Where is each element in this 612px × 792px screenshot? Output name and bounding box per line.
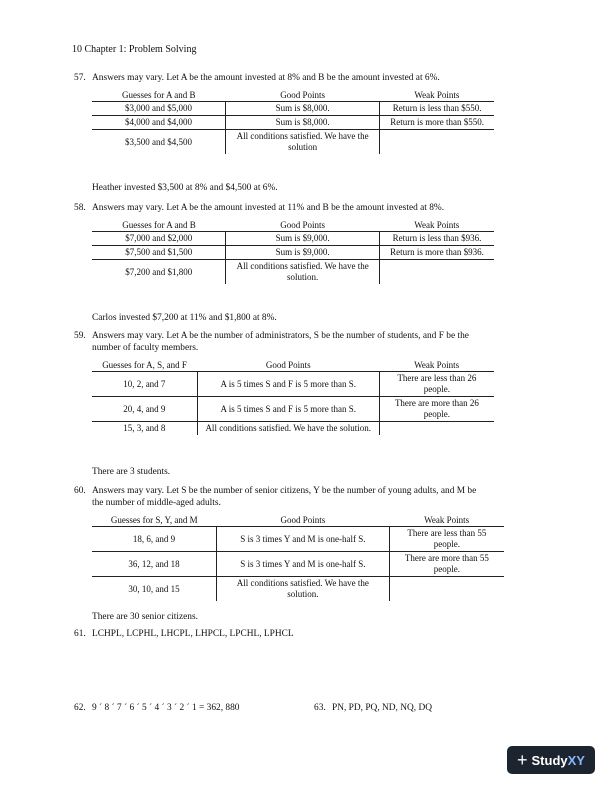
table-row: 18, 6, and 9 S is 3 times Y and M is one-half S. There are less than 55 people. <box>92 527 504 552</box>
problem-61: 61. LCHPL, LCPHL, LHCPL, LHPCL, LPCHL, LPHCL <box>74 629 294 639</box>
answer-58: Carlos invested $7,200 at 11% and $1,800 at 8%. <box>92 313 277 323</box>
problem-text-cont: number of faculty members. <box>92 343 199 353</box>
page-header: 10 Chapter 1: Problem Solving <box>72 44 197 55</box>
problem-59: 59. Answers may vary. Let A be the number of administrators, S be the number of students, and F be the <box>74 331 469 341</box>
problem-text: Answers may vary. Let A be the amount invested at 8% and B be the amount invested at 6%. <box>92 73 440 83</box>
problem-60: 60. Answers may vary. Let S be the number of senior citizens, Y be the number of young adults, and M be <box>74 486 477 496</box>
table-row: $4,000 and $4,000 Sum is $8,000. Return is more than $550. <box>92 116 494 130</box>
table-60: Guesses for S, Y, and M Good Points Weak Points 18, 6, and 9 S is 3 times Y and M is one-half S. There are less than 55 people. 36, 12, and 18 S is 3 times Y and M is one-half S. There are more than 55 people. 30, 10, and 15 All conditions satisfied. We have the solution. <box>92 514 504 601</box>
table-row: 15, 3, and 8 All conditions satisfied. We have the solution. <box>92 422 494 436</box>
table-row: $7,200 and $1,800 All conditions satisfied. We have the solution. <box>92 260 494 285</box>
table-row: $7,000 and $2,000 Sum is $9,000. Return is less than $936. <box>92 232 494 246</box>
problem-57 <box>74 73 440 83</box>
table-row: $7,500 and $1,500 Sum is $9,000. Return is more than $936. <box>92 246 494 260</box>
problem-63: 63. PN, PD, PQ, ND, NQ, DQ <box>314 703 433 713</box>
table-row: 30, 10, and 15 All conditions satisfied. We have the solution. <box>92 577 504 602</box>
table-row: 10, 2, and 7 A is 5 times S and F is 5 more than S. There are less than 26 people. <box>92 372 494 397</box>
table-row: $3,500 and $4,500 All conditions satisfied. We have the solution <box>92 130 494 155</box>
problem-text-cont: the number of middle-aged adults. <box>92 498 221 508</box>
col-header: Weak Points <box>380 89 494 102</box>
studyxy-logo: + StudyXY <box>507 746 595 774</box>
problem-number: 57. <box>74 73 86 83</box>
table-row: $3,000 and $5,000 Sum is $8,000. Return is less than $550. <box>92 102 494 116</box>
table-58: Guesses for A and B Good Points Weak Points $7,000 and $2,000 Sum is $9,000. Return is less than $936. $7,500 and $1,500 Sum is $9,000. Return is more than $936. $7,200 and $1,800 All conditions satisfied. We have the solution. <box>92 219 494 284</box>
table-59: Guesses for A, S, and F Good Points Weak Points 10, 2, and 7 A is 5 times S and F is 5 more than S. There are less than 26 people. 20, 4, and 9 A is 5 times S and F is 5 more than S. There are more than 26 people. 15, 3, and 8 All conditions satisfied. We have the solution. <box>92 359 494 435</box>
problem-58: 58. Answers may vary. Let A be the amount invested at 11% and B be the amount invested at 8%. <box>74 203 445 213</box>
table-row: 36, 12, and 18 S is 3 times Y and M is one-half S. There are more than 55 people. <box>92 552 504 577</box>
problem-62: 62. 9 ´ 8 ´ 7 ´ 6 ´ 5 ´ 4 ´ 3 ´ 2 ´ 1 = 362, 880 <box>74 703 240 713</box>
answer-60: There are 30 senior citizens. <box>92 612 198 622</box>
col-header: Guesses for A and B <box>92 89 226 102</box>
plus-icon: + <box>517 749 528 770</box>
answer-57: Heather invested $3,500 at 8% and $4,500 at 6%. <box>92 183 278 193</box>
table-57 <box>92 89 494 154</box>
col-header: Good Points <box>226 89 380 102</box>
table-row: 20, 4, and 9 A is 5 times S and F is 5 more than S. There are more than 26 people. <box>92 397 494 422</box>
answer-59: There are 3 students. <box>92 467 171 477</box>
